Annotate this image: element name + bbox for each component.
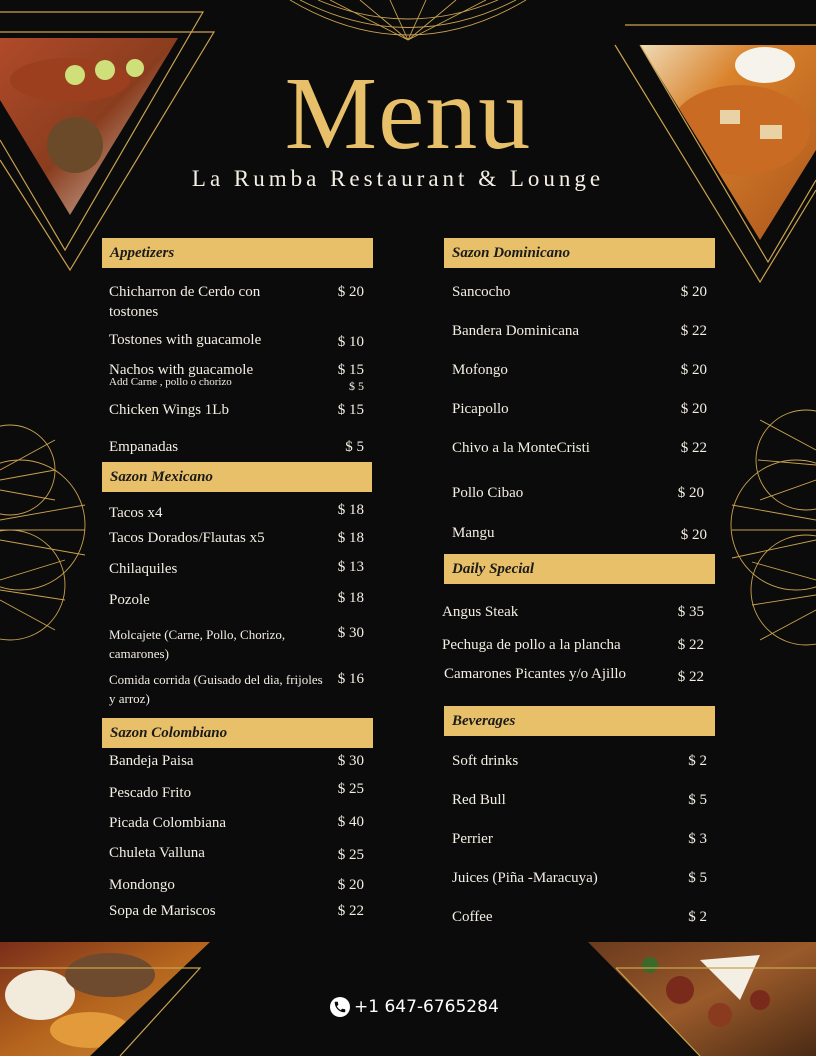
item-price: $ 3 [688,831,707,847]
item-name: Tacos Dorados/Flautas x5 [109,530,265,546]
item-price: $ 20 [680,284,707,300]
menu-item [109,503,364,525]
item-name: Chivo a la MonteCristi [452,440,590,456]
item-name: Sopa de Mariscos [109,903,216,919]
menu-item [109,559,364,581]
item-name: Tacos x4 [109,505,163,521]
menu-item [109,670,364,710]
menu-item [109,360,364,394]
item-name: Pescado Frito [109,785,192,801]
item-price: $ 18 [337,530,364,546]
menu-item [452,483,707,505]
item-note: Add Carne , pollo o chorizo [109,376,232,388]
menu-item [109,528,364,550]
item-price: $ 5 [688,870,707,886]
item-name: Tostones with guacamole [109,332,262,348]
item-price: $ 2 [688,909,707,925]
item-price: $ 18 [337,502,364,518]
item-name: Pozole [109,592,150,608]
item-price: $ 22 [677,669,704,685]
item-name: Nachos with guacamole [109,362,254,378]
section-header-sazon-dominicano: Sazon Dominicano [444,238,715,268]
item-price: $ 40 [337,814,364,830]
item-price: $ 2 [688,753,707,769]
left-sunburst-ornament [0,425,85,640]
item-name: Empanadas [109,439,179,455]
menu-item [452,790,707,812]
item-price: $ 20 [337,877,364,893]
item-price: $ 30 [337,753,364,769]
platter-photo [0,942,210,1056]
item-price: $ 22 [680,440,707,456]
menu-item [109,843,364,865]
item-name: Mofongo [452,362,508,378]
restaurant-name: La Rumba Restaurant & Lounge [191,166,605,191]
item-price: $ 30 [337,625,364,641]
menu-item [452,523,707,545]
menu-item [442,635,707,657]
item-name: Red Bull [452,792,506,808]
item-name: Bandeja Paisa [109,753,194,769]
item-name: Molcajete (Carne, Pollo, Chorizo, camarones) [109,627,286,661]
menu-item [109,282,364,322]
item-name: Mondongo [109,877,175,893]
meat-platter-photo [588,942,816,1056]
item-price: $ 10 [337,334,364,350]
item-name: Comida corrida (Guisado del dia, frijoles y arroz) [109,672,323,706]
item-name: Soft drinks [452,753,519,769]
item-name: Mangu [452,525,495,541]
menu-item [452,868,707,890]
item-price: $ 18 [337,590,364,606]
item-name: Sancocho [452,284,511,300]
menu-item [452,751,707,773]
item-price: $ 20 [680,401,707,417]
menu-item [452,399,707,421]
section-header-appetizers: Appetizers [102,238,373,268]
item-price: $ 5 [688,792,707,808]
menu-item [109,330,364,352]
phone-icon [330,997,350,1017]
item-price: $ 16 [337,671,364,687]
item-name: Chilaquiles [109,561,178,577]
item-price: $ 5 [345,439,364,455]
top-fan-ornament [290,0,526,40]
item-name: Juices (Piña -Maracuya) [452,870,598,886]
section-header-sazon-mexicano: Sazon Mexicano [102,462,372,492]
menu-item [452,321,707,343]
menu-item [109,400,364,422]
item-note-price: $ 5 [349,379,364,393]
right-sunburst-ornament [731,410,816,645]
item-price: $ 13 [337,559,364,575]
menu-item [452,438,707,460]
item-name: Bandera Dominicana [452,323,580,339]
item-name: Chicharron de Cerdo con tostones [109,284,261,320]
item-price: $ 22 [337,903,364,919]
item-name: Angus Steak [442,604,519,620]
menu-title: Menu [284,56,532,171]
item-name: Picapollo [452,401,509,417]
item-name: Pollo Cibao [452,485,524,501]
item-price: $ 25 [337,781,364,797]
menu-item [109,751,364,773]
menu-item [109,901,364,923]
menu-item [452,282,707,304]
menu-item [442,602,707,624]
item-price: $ 20 [337,284,364,300]
menu-item [444,664,707,704]
item-name: Coffee [452,909,493,925]
item-price: $ 15 [337,402,364,418]
phone-contact[interactable] [330,997,499,1017]
item-price: $ 22 [680,323,707,339]
menu-item [109,625,364,665]
section-header-daily-special: Daily Special [444,554,715,584]
item-name: Chuleta Valluna [109,845,205,861]
item-price: $ 20 [677,485,704,501]
item-price: $ 15 [337,362,364,378]
menu-item [109,875,364,897]
menu-item [452,360,707,382]
item-price: $ 25 [337,847,364,863]
menu-item [109,590,364,612]
item-price: $ 35 [677,604,704,620]
item-name: Picada Colombiana [109,815,227,831]
menu-item [452,907,707,929]
menu-item [109,783,364,805]
item-name: Chicken Wings 1Lb [109,402,229,418]
item-price: $ 20 [680,527,707,543]
item-name: Camarones Picantes y/o Ajillo [444,666,627,682]
menu-item [109,437,364,459]
phone-number: +1 647-6765284 [354,997,499,1017]
menu-item [452,829,707,851]
item-price: $ 20 [680,362,707,378]
section-header-sazon-colombiano: Sazon Colombiano [102,718,373,748]
section-header-beverages: Beverages [444,706,715,736]
item-name: Pechuga de pollo a la plancha [442,637,621,653]
item-price: $ 22 [677,637,704,653]
menu-item [109,813,364,835]
item-name: Perrier [452,831,493,847]
